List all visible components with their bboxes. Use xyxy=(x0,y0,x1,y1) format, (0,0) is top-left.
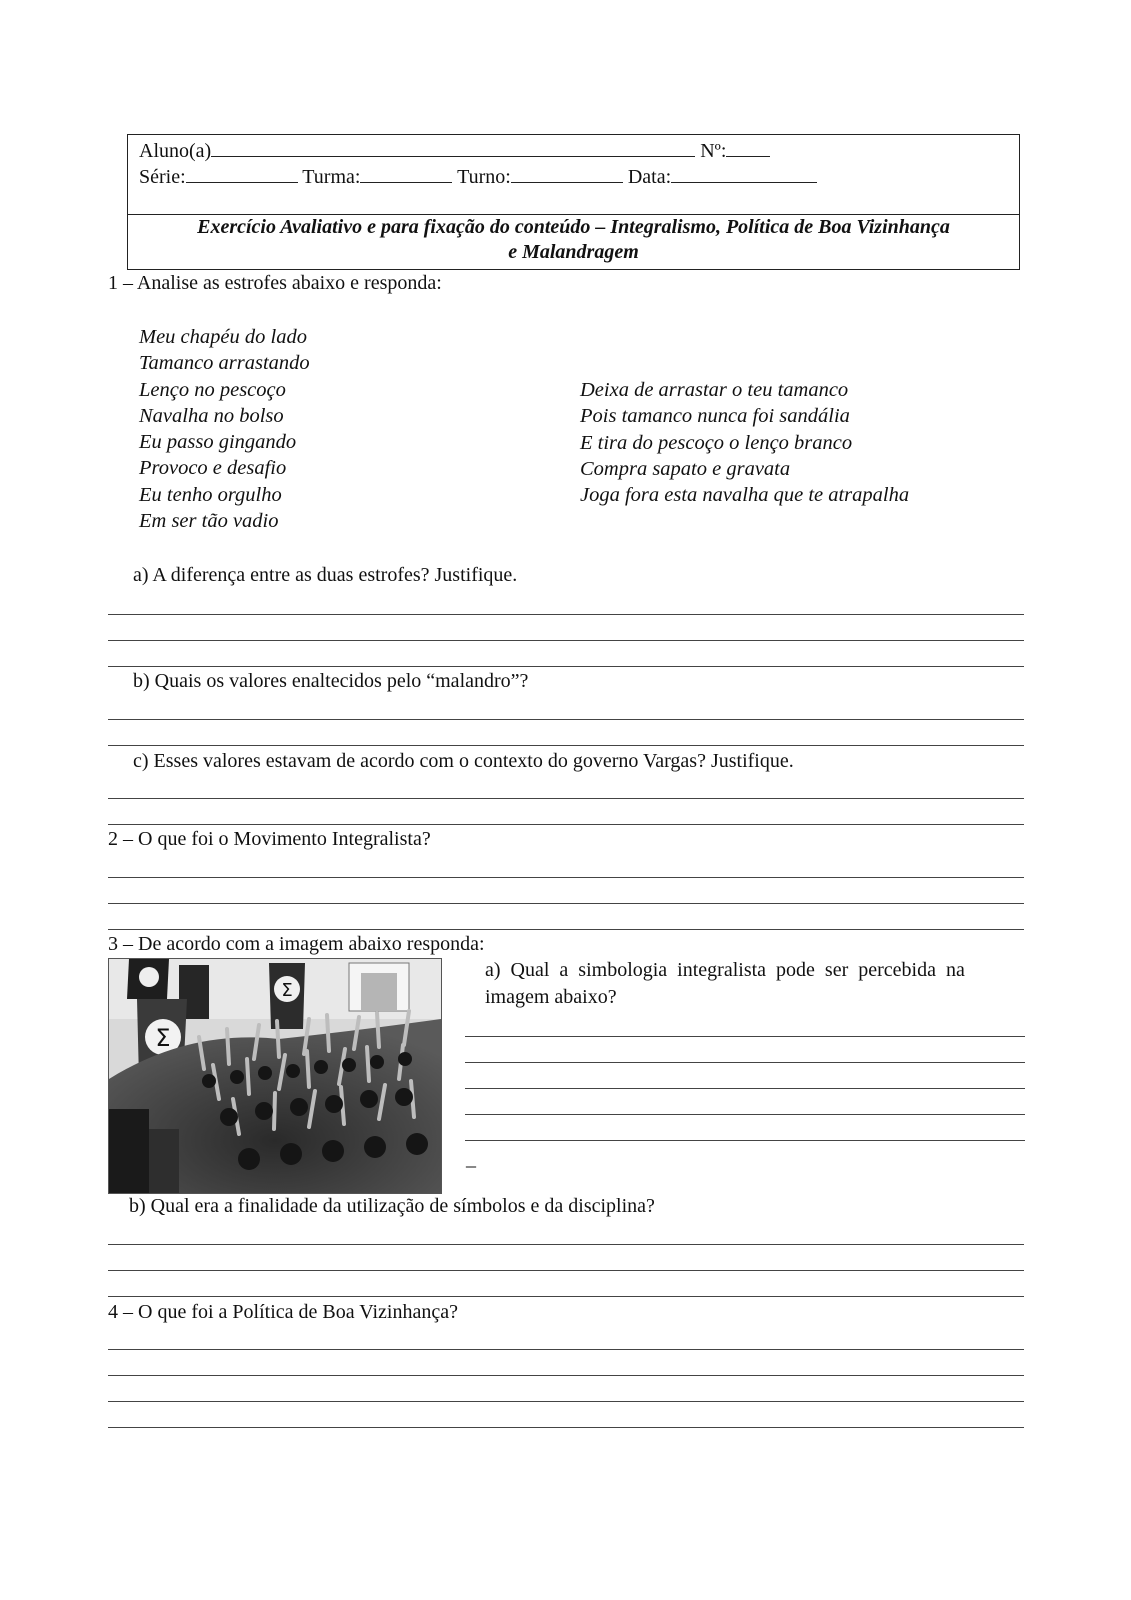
data-label: Data: xyxy=(627,166,672,188)
answer-line[interactable] xyxy=(108,1375,1024,1376)
numero-label: Nº: xyxy=(700,140,727,162)
header-box xyxy=(127,134,1020,270)
answer-line[interactable] xyxy=(108,1349,1024,1350)
trailing-dash: _ xyxy=(466,1148,476,1170)
turma-label: Turma: xyxy=(302,166,361,188)
verse-line: Compra sapato e gravata xyxy=(580,457,791,480)
answer-line[interactable] xyxy=(108,1427,1024,1428)
verse-line: Meu chapéu do lado xyxy=(139,326,307,348)
title-line-1: Exercício Avaliativo e para fixação do conteúdo – Integralismo, Política de Boa Vizinhança xyxy=(197,216,950,238)
turma-field[interactable] xyxy=(360,164,452,183)
q3-prompt: 3 – De acordo com a imagem abaixo responda: xyxy=(108,933,485,955)
answer-line[interactable] xyxy=(108,824,1024,825)
q2-prompt: 2 – O que foi o Movimento Integralista? xyxy=(108,828,431,850)
answer-line[interactable] xyxy=(108,666,1024,667)
stanza-2 xyxy=(580,377,909,508)
q3b-prompt: b) Qual era a finalidade da utilização de símbolos e da disciplina? xyxy=(129,1195,655,1217)
answer-line[interactable] xyxy=(465,1088,1025,1089)
verse-line: Lenço no pescoço xyxy=(139,378,286,401)
sigma-symbol: Σ xyxy=(281,980,293,1001)
answer-line[interactable] xyxy=(108,929,1024,930)
turno-label: Turno: xyxy=(457,166,511,188)
q3a-line-2: imagem abaixo? xyxy=(485,986,617,1008)
answer-line[interactable] xyxy=(465,1062,1025,1063)
q3a-line-1: a) Qual a simbologia integralista pode ser percebida na xyxy=(485,959,965,981)
answer-line[interactable] xyxy=(108,1401,1024,1402)
page-title xyxy=(132,215,1015,265)
verse-line: Joga fora esta navalha que te atrapalha xyxy=(580,484,910,507)
sigma-symbol: Σ xyxy=(155,1024,171,1052)
numero-field[interactable] xyxy=(726,138,770,157)
answer-line[interactable] xyxy=(108,640,1024,641)
integralist-rally-photo xyxy=(108,958,442,1194)
q1b-prompt: b) Quais os valores enaltecidos pelo “malandro”? xyxy=(133,670,529,692)
answer-line[interactable] xyxy=(108,1270,1024,1271)
answer-line[interactable] xyxy=(465,1140,1025,1141)
q1c-prompt: c) Esses valores estavam de acordo com o contexto do governo Vargas? Justifique. xyxy=(133,750,794,772)
verse-line: Deixa de arrastar o teu tamanco xyxy=(580,379,849,401)
aluno-field[interactable] xyxy=(211,138,695,157)
serie-field[interactable] xyxy=(186,164,298,183)
title-line-2: e Malandragem xyxy=(508,241,639,263)
verse-line: Eu passo gingando xyxy=(139,431,297,454)
data-field[interactable] xyxy=(671,164,817,183)
verse-line: Eu tenho orgulho xyxy=(139,483,282,506)
answer-line[interactable] xyxy=(108,798,1024,799)
answer-line[interactable] xyxy=(108,903,1024,904)
verse-line: Tamanco arrastando xyxy=(139,352,310,375)
verse-line: Pois tamanco nunca foi sandália xyxy=(580,405,850,428)
q4-prompt: 4 – O que foi a Política de Boa Vizinhança? xyxy=(108,1301,458,1323)
verse-line: E tira do pescoço o lenço branco xyxy=(580,431,853,454)
aluno-row xyxy=(139,138,770,163)
verse-line: Navalha no bolso xyxy=(139,404,284,427)
answer-line[interactable] xyxy=(108,719,1024,720)
q1-prompt: 1 – Analise as estrofes abaixo e responda: xyxy=(108,272,442,294)
stanza-1 xyxy=(139,324,310,534)
serie-row xyxy=(139,164,817,189)
answer-line[interactable] xyxy=(465,1036,1025,1037)
rally-photo-illustration xyxy=(109,959,441,1193)
aluno-label: Aluno(a) xyxy=(139,140,212,162)
answer-line[interactable] xyxy=(108,877,1024,878)
answer-line[interactable] xyxy=(465,1114,1025,1115)
q3a-prompt xyxy=(485,957,965,1011)
answer-line[interactable] xyxy=(108,1296,1024,1297)
verse-line: Provoco e desafio xyxy=(139,457,287,480)
answer-line[interactable] xyxy=(108,745,1024,746)
answer-line[interactable] xyxy=(108,1244,1024,1245)
turno-field[interactable] xyxy=(511,164,623,183)
verse-line: Em ser tão vadio xyxy=(139,510,279,533)
q1a-prompt: a) A diferença entre as duas estrofes? Justifique. xyxy=(133,564,518,586)
answer-line[interactable] xyxy=(108,614,1024,615)
serie-label: Série: xyxy=(139,166,186,188)
